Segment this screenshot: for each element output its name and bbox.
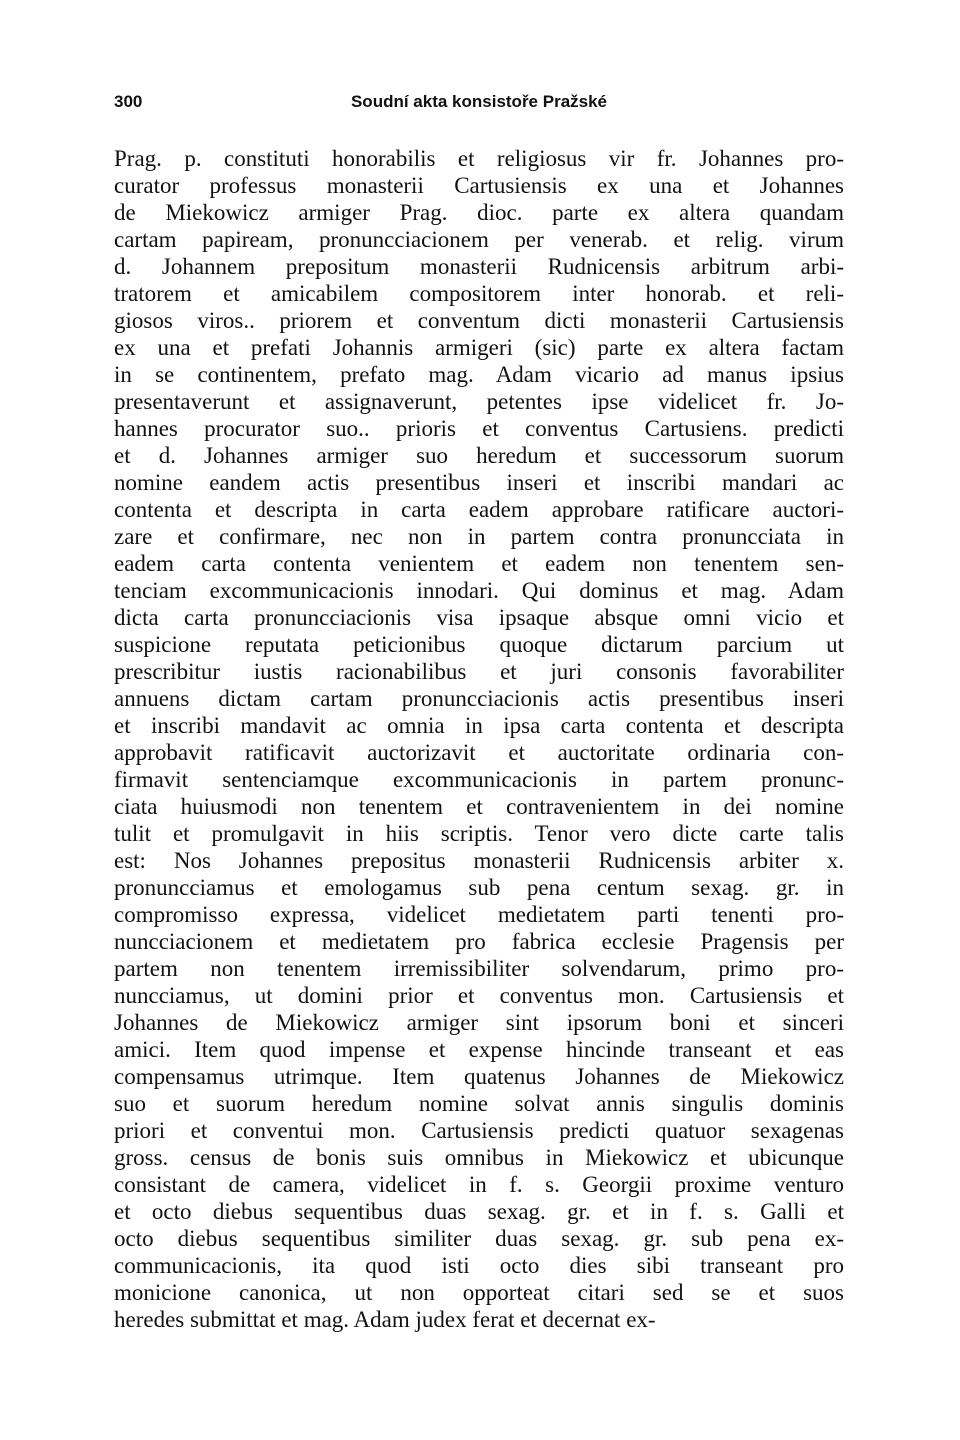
text-line: monicione canonica, ut non opporteat citari sed se et suos bbox=[114, 1280, 844, 1305]
page-number: 300 bbox=[114, 92, 143, 111]
text-line: annuens dictam cartam pronuncciacionis actis presentibus inseri bbox=[114, 686, 844, 711]
text-line: Prag. p. constituti honorabilis et religiosus vir fr. Johannes pro- bbox=[114, 146, 844, 171]
body-text bbox=[114, 145, 844, 1333]
text-line: tratorem et amicabilem compositorem inter honorab. et reli- bbox=[114, 281, 844, 306]
text-line: amici. Item quod impense et expense hincinde transeant et eas bbox=[114, 1037, 844, 1062]
text-line: prescribitur iustis racionabilibus et juri consonis favorabiliter bbox=[114, 659, 844, 684]
text-line: et inscribi mandavit ac omnia in ipsa carta contenta et descripta bbox=[114, 713, 844, 738]
text-line: tenciam excommunicacionis innodari. Qui dominus et mag. Adam bbox=[114, 578, 844, 603]
text-line: et d. Johannes armiger suo heredum et successorum suorum bbox=[114, 443, 844, 468]
text-line: de Miekowicz armiger Prag. dioc. parte ex altera quandam bbox=[114, 200, 844, 225]
text-line: presentaverunt et assignaverunt, petentes ipse videlicet fr. Jo- bbox=[114, 389, 844, 414]
text-line: nomine eandem actis presentibus inseri et inscribi mandari ac bbox=[114, 470, 844, 495]
text-line: communicacionis, ita quod isti octo dies sibi transeant pro bbox=[114, 1253, 844, 1278]
text-line: in se continentem, prefato mag. Adam vicario ad manus ipsius bbox=[114, 362, 844, 387]
text-line: zare et confirmare, nec non in partem contra pronuncciata in bbox=[114, 524, 844, 549]
text-line: compensamus utrimque. Item quatenus Johannes de Miekowicz bbox=[114, 1064, 844, 1089]
text-line: contenta et descripta in carta eadem approbare ratificare auctori- bbox=[114, 497, 844, 522]
text-line: gross. census de bonis suis omnibus in Miekowicz et ubicunque bbox=[114, 1145, 844, 1170]
text-line: et octo diebus sequentibus duas sexag. gr. et in f. s. Galli et bbox=[114, 1199, 844, 1224]
text-line: suo et suorum heredum nomine solvat annis singulis dominis bbox=[114, 1091, 844, 1116]
text-line: tulit et promulgavit in hiis scriptis. Tenor vero dicte carte talis bbox=[114, 821, 844, 846]
text-line: cartam papiream, pronuncciacionem per venerab. et relig. virum bbox=[114, 227, 844, 252]
text-line: Johannes de Miekowicz armiger sint ipsorum boni et sinceri bbox=[114, 1010, 844, 1035]
text-line: eadem carta contenta venientem et eadem non tenentem sen- bbox=[114, 551, 844, 576]
text-line: consistant de camera, videlicet in f. s. Georgii proxime venturo bbox=[114, 1172, 844, 1197]
text-line: priori et conventui mon. Cartusiensis predicti quatuor sexagenas bbox=[114, 1118, 844, 1143]
text-line: giosos viros.. priorem et conventum dicti monasterii Cartusiensis bbox=[114, 308, 844, 333]
text-line: ex una et prefati Johannis armigeri (sic) parte ex altera factam bbox=[114, 335, 844, 360]
text-line: firmavit sentenciamque excommunicacionis in partem pronunc- bbox=[114, 767, 844, 792]
text-line: est: Nos Johannes prepositus monasterii Rudnicensis arbiter x. bbox=[114, 848, 844, 873]
text-line: curator professus monasterii Cartusiensis ex una et Johannes bbox=[114, 173, 844, 198]
running-title: Soudní akta konsistoře Pražské bbox=[350, 92, 608, 111]
text-line: partem non tenentem irremissibiliter solvendarum, primo pro- bbox=[114, 956, 844, 981]
text-line: dicta carta pronuncciacionis visa ipsaque absque omni vicio et bbox=[114, 605, 844, 630]
running-head bbox=[114, 88, 844, 118]
text-line: nuncciamus, ut domini prior et conventus mon. Cartusiensis et bbox=[114, 983, 844, 1008]
text-line: approbavit ratificavit auctorizavit et auctoritate ordinaria con- bbox=[114, 740, 844, 765]
text-line: compromisso expressa, videlicet medietatem parti tenenti pro- bbox=[114, 902, 844, 927]
text-line: pronuncciamus et emologamus sub pena centum sexag. gr. in bbox=[114, 875, 844, 900]
text-line: hannes procurator suo.. prioris et conventus Cartusiens. predicti bbox=[114, 416, 844, 441]
text-line: heredes submittat et mag. Adam judex ferat et decernat ex- bbox=[114, 1307, 656, 1332]
text-line: d. Johannem prepositum monasterii Rudnicensis arbitrum arbi- bbox=[114, 254, 844, 279]
text-line: nuncciacionem et medietatem pro fabrica ecclesie Pragensis per bbox=[114, 929, 844, 954]
text-line: suspicione reputata peticionibus quoque dictarum parcium ut bbox=[114, 632, 844, 657]
text-line: octo diebus sequentibus similiter duas sexag. gr. sub pena ex- bbox=[114, 1226, 844, 1251]
text-line: ciata huiusmodi non tenentem et contravenientem in dei nomine bbox=[114, 794, 844, 819]
